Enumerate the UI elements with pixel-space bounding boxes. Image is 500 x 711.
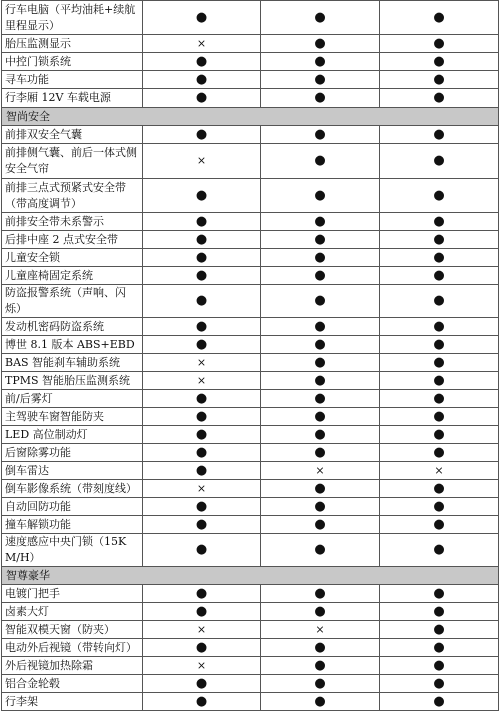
standard-mark: ●	[261, 534, 380, 567]
feature-name: 倒车雷达	[2, 462, 143, 480]
not-available-mark: ×	[143, 372, 261, 390]
standard-mark: ●	[380, 621, 499, 639]
standard-mark: ●	[380, 585, 499, 603]
standard-mark: ●	[380, 336, 499, 354]
section-header-row	[2, 567, 499, 585]
section-header-row	[2, 108, 499, 126]
standard-mark: ●	[143, 516, 261, 534]
standard-mark: ●	[380, 213, 499, 231]
spec-row	[2, 53, 499, 71]
feature-name: 主驾驶车窗智能防夹	[2, 408, 143, 426]
standard-mark: ●	[380, 516, 499, 534]
spec-row	[2, 1, 499, 35]
spec-row	[2, 336, 499, 354]
spec-row	[2, 408, 499, 426]
standard-mark: ●	[261, 336, 380, 354]
feature-name: 前/后雾灯	[2, 390, 143, 408]
standard-mark: ●	[261, 693, 380, 711]
standard-mark: ●	[380, 231, 499, 249]
not-available-mark: ×	[143, 657, 261, 675]
spec-row	[2, 498, 499, 516]
standard-mark: ●	[380, 657, 499, 675]
not-available-mark: ×	[143, 480, 261, 498]
spec-row	[2, 621, 499, 639]
standard-mark: ●	[143, 231, 261, 249]
spec-row	[2, 144, 499, 179]
feature-name: 电镀门把手	[2, 585, 143, 603]
section-title: 智尚安全	[2, 108, 499, 126]
standard-mark: ●	[380, 249, 499, 267]
feature-name: 防盗报警系统（声响、闪烁）	[2, 285, 143, 318]
standard-mark: ●	[380, 144, 499, 179]
standard-mark: ●	[261, 426, 380, 444]
spec-row	[2, 179, 499, 213]
feature-name: 倒车影像系统（带刻度线）	[2, 480, 143, 498]
feature-name: 后窗除雾功能	[2, 444, 143, 462]
spec-row	[2, 249, 499, 267]
spec-row	[2, 372, 499, 390]
standard-mark: ●	[380, 693, 499, 711]
not-available-mark: ×	[261, 462, 380, 480]
standard-mark: ●	[261, 179, 380, 213]
spec-row	[2, 516, 499, 534]
feature-name: 行李厢 12V 车载电源	[2, 89, 143, 108]
standard-mark: ●	[261, 408, 380, 426]
standard-mark: ●	[143, 408, 261, 426]
standard-mark: ●	[143, 390, 261, 408]
standard-mark: ●	[261, 444, 380, 462]
feature-name: 后排中座 2 点式安全带	[2, 231, 143, 249]
standard-mark: ●	[143, 89, 261, 108]
standard-mark: ●	[380, 408, 499, 426]
standard-mark: ●	[143, 498, 261, 516]
section-title: 智尊豪华	[2, 567, 499, 585]
spec-row	[2, 693, 499, 711]
standard-mark: ●	[380, 89, 499, 108]
feature-name: 卤素大灯	[2, 603, 143, 621]
spec-row	[2, 585, 499, 603]
feature-name: LED 高位制动灯	[2, 426, 143, 444]
spec-table-body	[2, 1, 499, 711]
not-available-mark: ×	[143, 354, 261, 372]
standard-mark: ●	[380, 603, 499, 621]
standard-mark: ●	[261, 372, 380, 390]
feature-name: BAS 智能刹车辅助系统	[2, 354, 143, 372]
feature-name: 撞车解锁功能	[2, 516, 143, 534]
spec-row	[2, 444, 499, 462]
spec-row	[2, 318, 499, 336]
standard-mark: ●	[380, 318, 499, 336]
standard-mark: ●	[143, 267, 261, 285]
feature-name: 自动回防功能	[2, 498, 143, 516]
spec-row	[2, 71, 499, 89]
feature-name: 智能双模天窗（防夹）	[2, 621, 143, 639]
standard-mark: ●	[143, 426, 261, 444]
standard-mark: ●	[143, 213, 261, 231]
standard-mark: ●	[261, 126, 380, 144]
feature-name: 电动外后视镜（带转向灯）	[2, 639, 143, 657]
feature-name: 寻车功能	[2, 71, 143, 89]
standard-mark: ●	[380, 35, 499, 53]
spec-row	[2, 354, 499, 372]
spec-row	[2, 35, 499, 53]
feature-name: 铝合金轮毂	[2, 675, 143, 693]
spec-row	[2, 639, 499, 657]
spec-row	[2, 390, 499, 408]
standard-mark: ●	[261, 603, 380, 621]
spec-row	[2, 426, 499, 444]
standard-mark: ●	[261, 675, 380, 693]
standard-mark: ●	[143, 639, 261, 657]
feature-name: 行李架	[2, 693, 143, 711]
not-available-mark: ×	[143, 621, 261, 639]
not-available-mark: ×	[143, 144, 261, 179]
spec-row	[2, 462, 499, 480]
standard-mark: ●	[143, 444, 261, 462]
feature-name: 儿童座椅固定系统	[2, 267, 143, 285]
standard-mark: ●	[261, 318, 380, 336]
spec-row	[2, 480, 499, 498]
standard-mark: ●	[261, 213, 380, 231]
feature-name: 前排侧气囊、前后一体式侧安全气帘	[2, 144, 143, 179]
spec-row	[2, 534, 499, 567]
standard-mark: ●	[261, 585, 380, 603]
standard-mark: ●	[261, 89, 380, 108]
spec-row	[2, 126, 499, 144]
standard-mark: ●	[143, 71, 261, 89]
feature-name: 前排双安全气囊	[2, 126, 143, 144]
not-available-mark: ×	[261, 621, 380, 639]
standard-mark: ●	[143, 179, 261, 213]
standard-mark: ●	[380, 390, 499, 408]
not-available-mark: ×	[143, 35, 261, 53]
standard-mark: ●	[380, 285, 499, 318]
standard-mark: ●	[380, 53, 499, 71]
standard-mark: ●	[261, 498, 380, 516]
feature-name: TPMS 智能胎压监测系统	[2, 372, 143, 390]
feature-name: 前排三点式预紧式安全带（带高度调节）	[2, 179, 143, 213]
standard-mark: ●	[380, 639, 499, 657]
feature-name: 博世 8.1 版本 ABS+EBD	[2, 336, 143, 354]
standard-mark: ●	[143, 534, 261, 567]
standard-mark: ●	[261, 144, 380, 179]
feature-name: 外后视镜加热除霜	[2, 657, 143, 675]
feature-name: 胎压监测显示	[2, 35, 143, 53]
standard-mark: ●	[143, 336, 261, 354]
standard-mark: ●	[261, 285, 380, 318]
feature-name: 前排安全带未系警示	[2, 213, 143, 231]
standard-mark: ●	[261, 390, 380, 408]
spec-row	[2, 231, 499, 249]
standard-mark: ●	[380, 444, 499, 462]
standard-mark: ●	[143, 693, 261, 711]
standard-mark: ●	[143, 1, 261, 35]
standard-mark: ●	[261, 71, 380, 89]
standard-mark: ●	[261, 267, 380, 285]
standard-mark: ●	[380, 267, 499, 285]
standard-mark: ●	[261, 1, 380, 35]
standard-mark: ●	[261, 516, 380, 534]
standard-mark: ●	[380, 480, 499, 498]
standard-mark: ●	[143, 462, 261, 480]
standard-mark: ●	[380, 498, 499, 516]
standard-mark: ●	[380, 126, 499, 144]
standard-mark: ●	[380, 372, 499, 390]
standard-mark: ●	[143, 675, 261, 693]
feature-name: 中控门锁系统	[2, 53, 143, 71]
standard-mark: ●	[143, 285, 261, 318]
spec-row	[2, 213, 499, 231]
standard-mark: ●	[143, 585, 261, 603]
standard-mark: ●	[261, 231, 380, 249]
standard-mark: ●	[380, 1, 499, 35]
spec-table	[1, 0, 499, 711]
standard-mark: ●	[261, 35, 380, 53]
spec-row	[2, 675, 499, 693]
standard-mark: ●	[380, 179, 499, 213]
spec-row	[2, 89, 499, 108]
standard-mark: ●	[143, 249, 261, 267]
feature-name: 行车电脑（平均油耗+续航里程显示）	[2, 1, 143, 35]
standard-mark: ●	[261, 639, 380, 657]
standard-mark: ●	[261, 657, 380, 675]
standard-mark: ●	[380, 71, 499, 89]
standard-mark: ●	[380, 675, 499, 693]
standard-mark: ●	[380, 426, 499, 444]
feature-name: 速度感应中央门锁（15KM/H）	[2, 534, 143, 567]
standard-mark: ●	[143, 318, 261, 336]
spec-row	[2, 267, 499, 285]
standard-mark: ●	[143, 53, 261, 71]
standard-mark: ●	[380, 354, 499, 372]
standard-mark: ●	[261, 249, 380, 267]
standard-mark: ●	[261, 354, 380, 372]
standard-mark: ●	[143, 603, 261, 621]
spec-row	[2, 603, 499, 621]
standard-mark: ●	[380, 534, 499, 567]
standard-mark: ●	[261, 53, 380, 71]
not-available-mark: ×	[380, 462, 499, 480]
standard-mark: ●	[143, 126, 261, 144]
spec-row	[2, 285, 499, 318]
feature-name: 儿童安全锁	[2, 249, 143, 267]
standard-mark: ●	[261, 480, 380, 498]
feature-name: 发动机密码防盗系统	[2, 318, 143, 336]
spec-row	[2, 657, 499, 675]
